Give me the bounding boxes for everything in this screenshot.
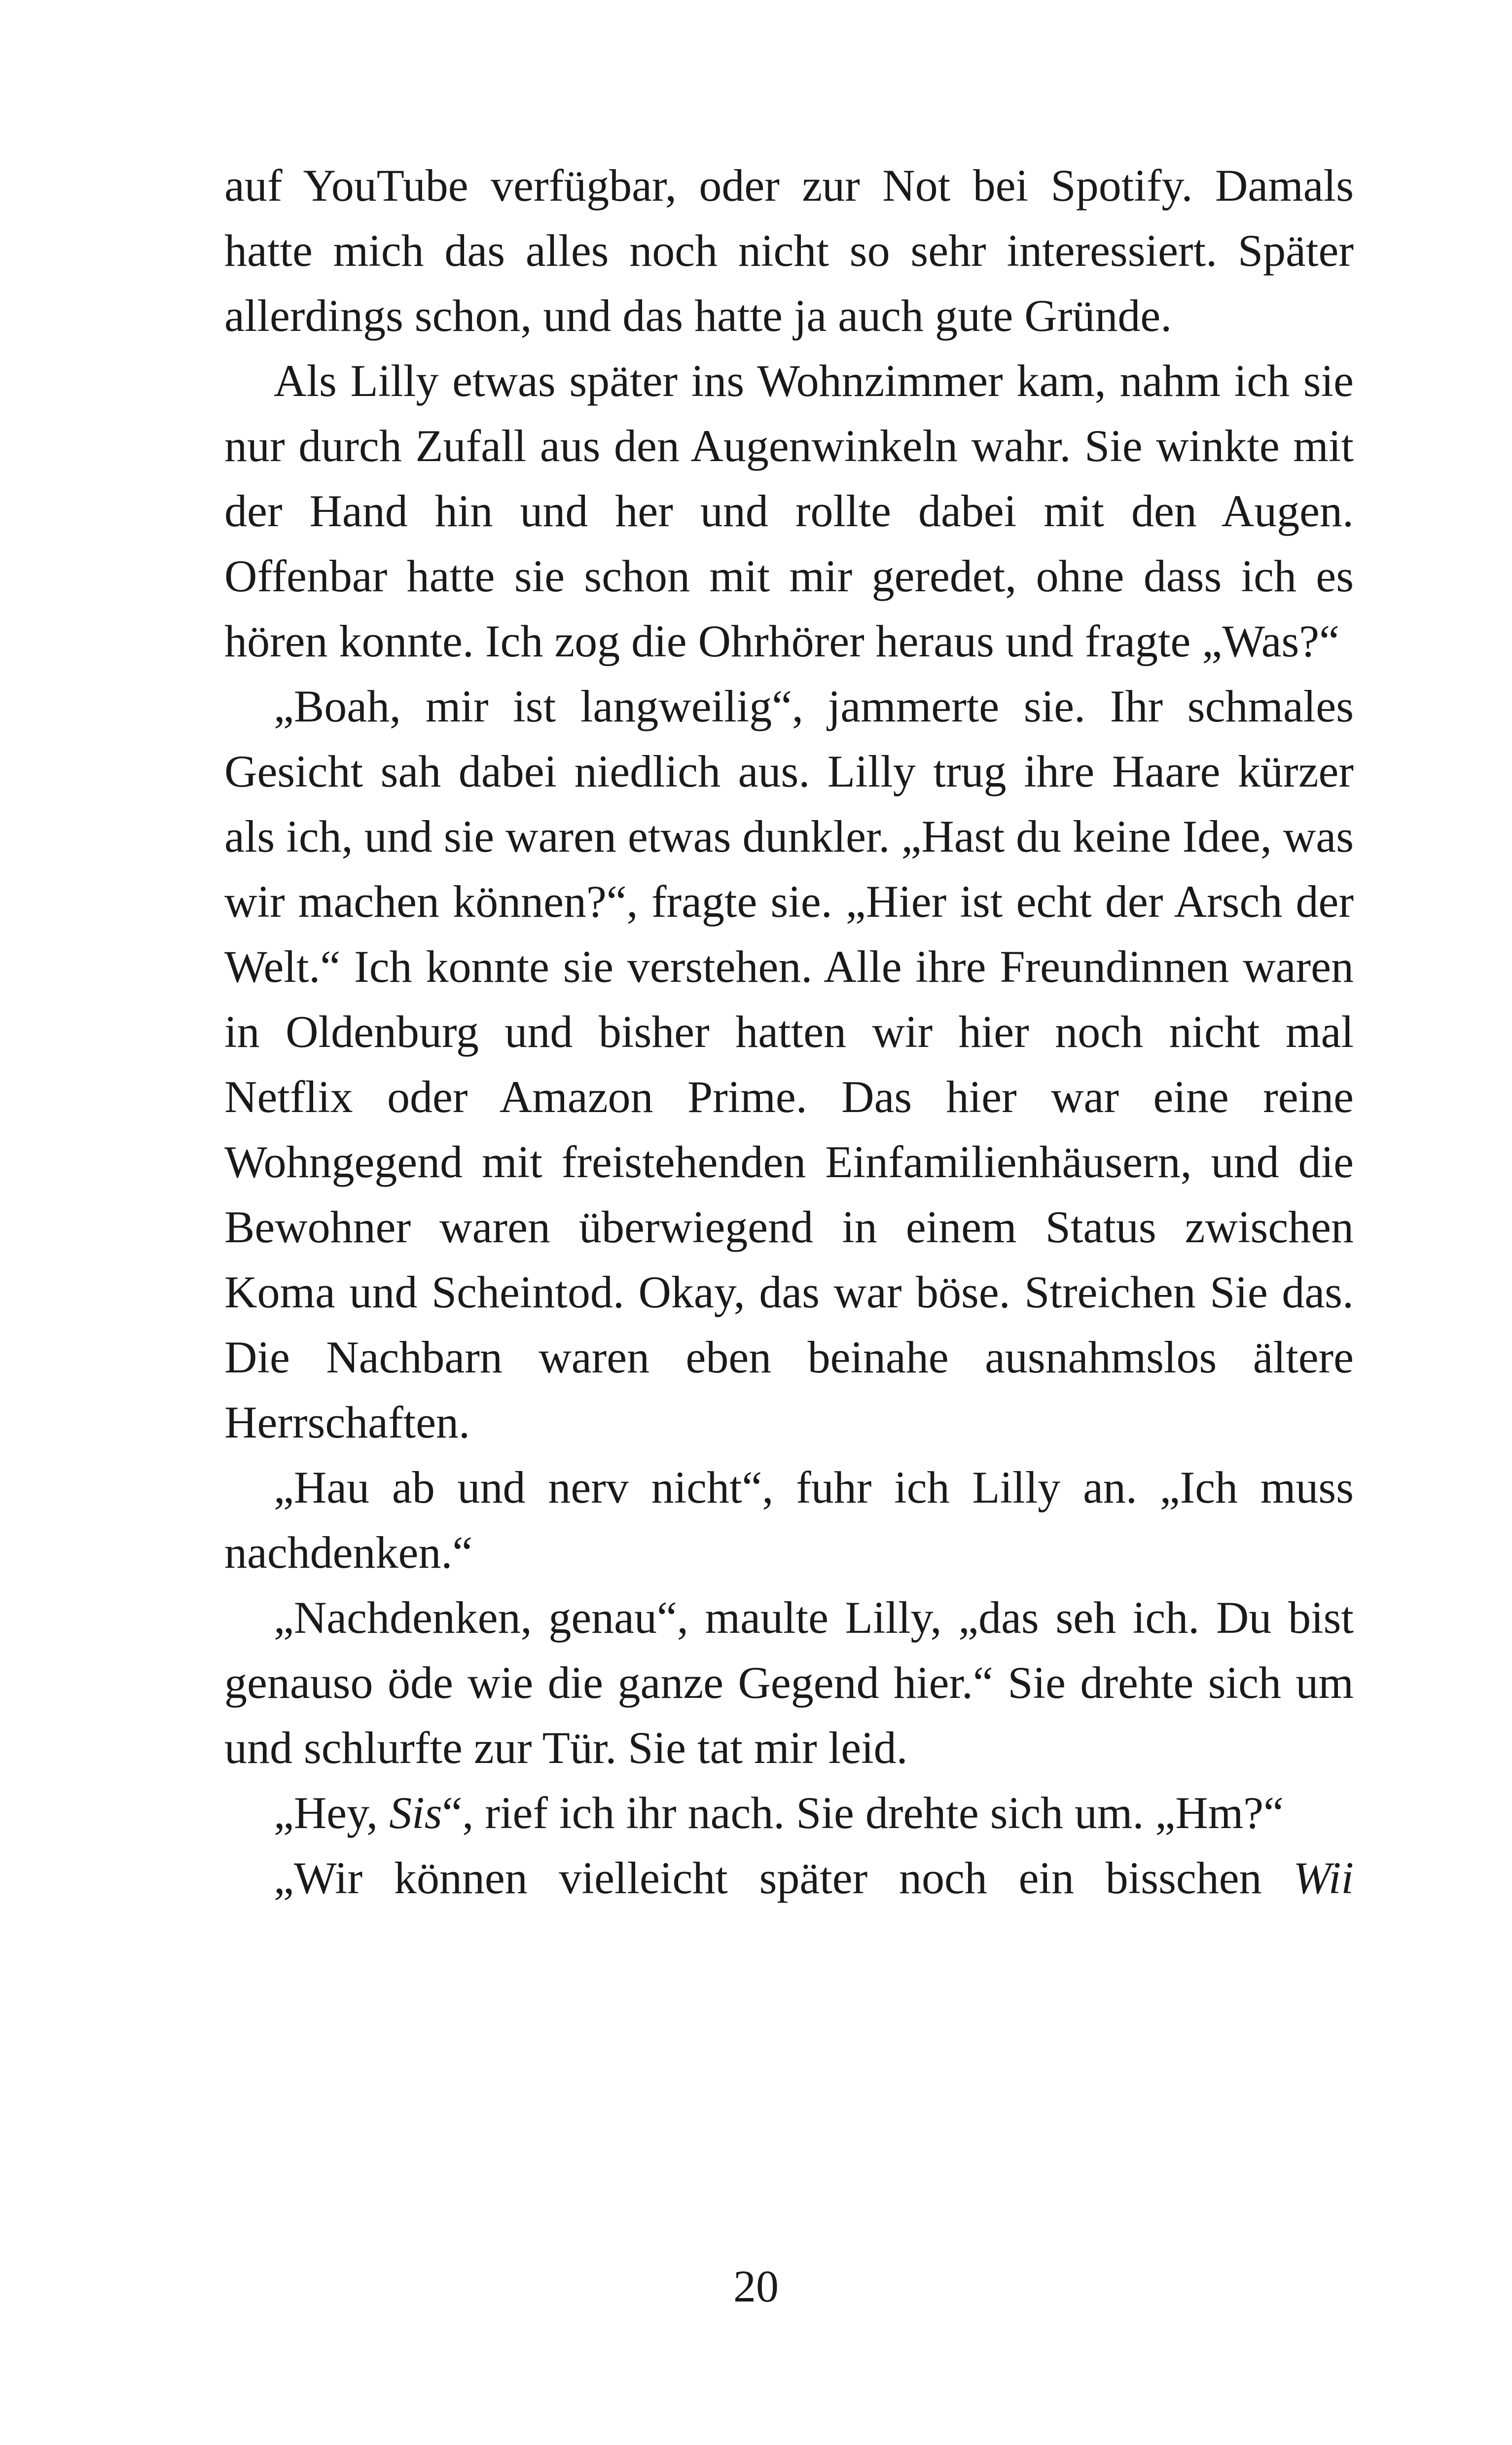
paragraph-text: “, rief ich ihr nach. Sie drehte sich um. „Hm?“ <box>442 1788 1284 1838</box>
paragraph-text: „Hau ab und nerv nicht“, fuhr ich Lilly an. „Ich muss nachdenken.“ <box>224 1462 1354 1578</box>
paragraph <box>224 153 1354 348</box>
paragraph <box>224 674 1354 1455</box>
paragraph-text: „Boah, mir ist langweilig“, jammerte sie. Ihr schmales Gesicht sah dabei niedlich aus. Lilly trug ihre Haare kürzer als ich, und sie waren etwas dunkler. „Hast du keine Idee, was wir machen können?“, fragte sie. „Hier ist echt der Arsch der Welt.“ Ich konnte sie verstehen. Alle ihre Freundinnen waren in Oldenburg und bisher hatten wir hier noch nicht mal Netflix oder Amazon Prime. Das hier war eine reine Wohngegend mit freistehenden Einfamilienhäusern, und die Bewohner waren überwiegend in einem Status zwischen Koma und Scheintod. Okay, das war böse. Streichen Sie das. Die Nachbarn waren eben beinahe ausnahmslos ältere Herrschaften. <box>224 681 1354 1447</box>
paragraph-text: „Nachdenken, genau“, maulte Lilly, „das seh ich. Du bist genauso öde wie die ganze Gegend hier.“ Sie drehte sich um und schlurfte zur Tür. Sie tat mir leid. <box>224 1592 1354 1773</box>
paragraph-text: auf YouTube verfügbar, oder zur Not bei Spotify. Damals hatte mich das alles noch nicht so sehr interessiert. Später allerdings schon, und das hatte ja auch gute Gründe. <box>224 160 1354 341</box>
paragraph-text: „Wir können vielleicht später noch ein bisschen <box>274 1853 1294 1903</box>
paragraph <box>224 1845 1354 1910</box>
italic-word: Wii <box>1293 1853 1354 1903</box>
paragraph-text: Als Lilly etwas später ins Wohnzimmer kam, nahm ich sie nur durch Zufall aus den Augenwinkeln wahr. Sie winkte mit der Hand hin und her und rollte dabei mit den Augen. Offenbar hatte sie schon mit mir geredet, ohne dass ich es hören konnte. Ich zog die Ohrhörer heraus und fragte „Was?“ <box>224 356 1354 666</box>
paragraph-text: „Hey, <box>274 1788 390 1838</box>
italic-word: Sis <box>389 1788 442 1838</box>
page-number: 20 <box>733 2261 779 2311</box>
paragraph <box>224 348 1354 674</box>
paragraph <box>224 1585 1354 1780</box>
paragraph <box>224 1455 1354 1585</box>
paragraph <box>224 1780 1354 1845</box>
body-text <box>224 153 1354 1910</box>
